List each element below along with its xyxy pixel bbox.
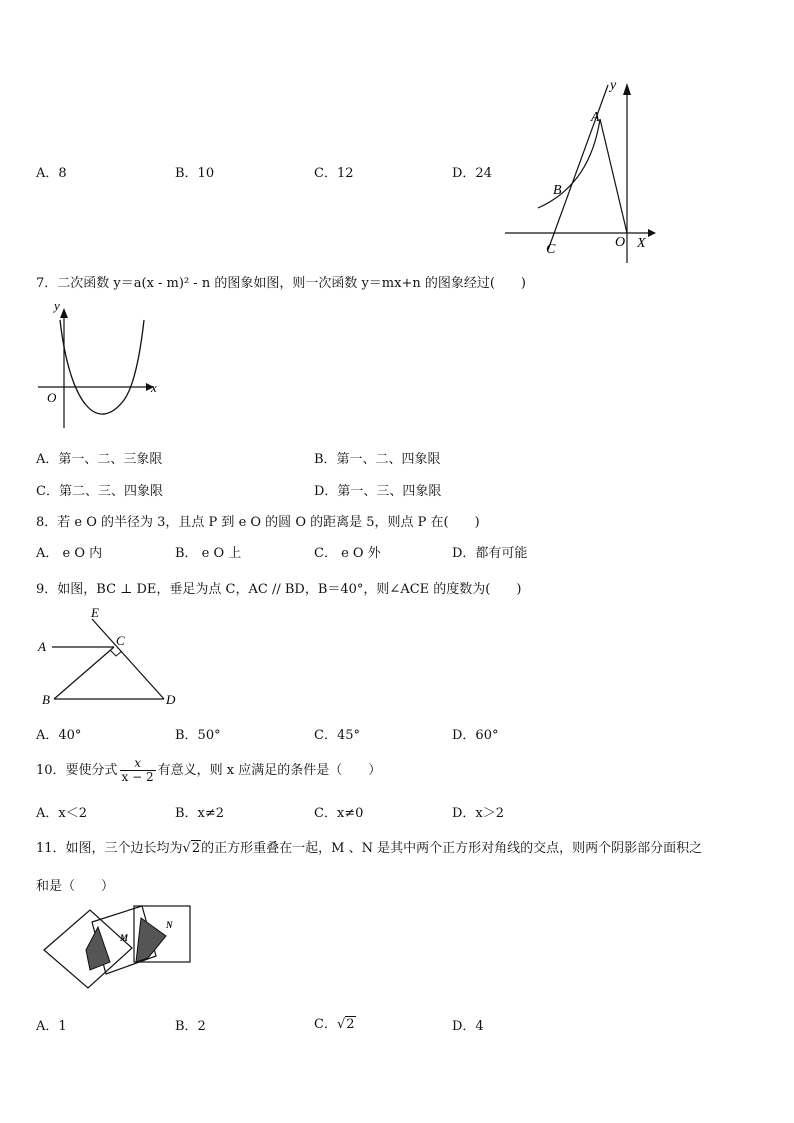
q8-option-c: C． e O 外 xyxy=(314,546,381,561)
q6-label-b: B xyxy=(553,183,562,198)
q9-label-d: D xyxy=(166,692,176,707)
q9-stem: 9．如图，BC ⊥ DE，垂足为点 C，AC // BD，B＝40°，则∠ACE 的度数为( ) xyxy=(36,582,522,597)
q9-label-a: A xyxy=(38,639,46,654)
q11-option-a: A．1 xyxy=(36,1019,67,1034)
q8-option-a: A． e O 内 xyxy=(36,546,103,561)
q11-sqrt: √2 xyxy=(182,841,201,856)
q6-option-b: B．10 xyxy=(175,166,215,181)
q7-option-c: C．第二、三、四象限 xyxy=(36,484,163,499)
q8-option-d: D．都有可能 xyxy=(452,546,528,561)
q9-label-b: B xyxy=(42,692,50,707)
q6-label-o: O xyxy=(615,235,626,250)
q7-option-a: A．第一、二、三象限 xyxy=(36,452,163,467)
q7-option-b: B．第一、二、四象限 xyxy=(314,452,441,467)
q7-figure xyxy=(34,296,164,431)
q6-label-a: A xyxy=(591,110,600,125)
q11-stem xyxy=(36,837,702,856)
q7-label-x: x xyxy=(151,380,157,395)
q6-label-c: C xyxy=(546,242,556,257)
q7-option-d: D．第一、三、四象限 xyxy=(314,484,442,499)
q10-option-a: A．x＜2 xyxy=(36,806,87,821)
q7-label-y: y xyxy=(54,298,60,313)
q11-stem-suffix: 的正方形重叠在一起，M 、N 是其中两个正方形对角线的交点，则两个阴影部分面积之 xyxy=(201,841,703,856)
q10-stem-suffix: 有意义，则 x 应满足的条件是（ ） xyxy=(157,763,382,778)
q9-option-b: B．50° xyxy=(175,728,221,743)
q7-stem: 7．二次函数 y＝a(x - m)² - n 的图象如图，则一次函数 y＝mx+n 的图象经过( ) xyxy=(36,276,527,291)
q8-option-b: B． e O 上 xyxy=(175,546,242,561)
q9-figure xyxy=(34,603,194,708)
q6-option-a: A．8 xyxy=(36,166,67,181)
q10-stem-prefix: 10．要使分式 xyxy=(36,763,118,778)
q11-option-c-sqrt: √2 xyxy=(336,1017,355,1032)
q10-fraction-numerator: x xyxy=(120,757,156,771)
q6-label-y: y xyxy=(610,78,617,93)
q11-label-n: N xyxy=(166,920,173,930)
q10-stem xyxy=(36,757,381,784)
q9-label-c: C xyxy=(116,633,125,648)
q11-label-m: M xyxy=(120,933,129,943)
q10-fraction xyxy=(120,757,156,784)
q10-fraction-denominator: x − 2 xyxy=(121,770,154,784)
q9-option-a: A．40° xyxy=(36,728,82,743)
q6-label-x: X xyxy=(637,236,646,251)
q8-stem: 8．若 e O 的半径为 3，且点 P 到 e O 的圆 O 的距离是 5，则点 P 在( ) xyxy=(36,515,480,530)
q6-figure xyxy=(500,75,660,270)
q10-option-c: C．x≠0 xyxy=(314,806,364,821)
q9-option-c: C．45° xyxy=(314,728,360,743)
q11-option-d: D．4 xyxy=(452,1019,484,1034)
q10-option-b: B．x≠2 xyxy=(175,806,225,821)
q11-stem-prefix: 11．如图，三个边长均为 xyxy=(36,841,183,856)
q9-label-e: E xyxy=(91,605,99,620)
q6-option-c: C．12 xyxy=(314,166,354,181)
q6-option-d: D．24 xyxy=(452,166,492,181)
q11-stem-line2: 和是（ ） xyxy=(36,879,115,894)
q9-option-d: D．60° xyxy=(452,728,499,743)
q11-figure xyxy=(40,900,200,990)
q11-option-c: C．√2 xyxy=(314,1017,355,1032)
q10-option-d: D．x＞2 xyxy=(452,806,505,821)
q7-label-o: O xyxy=(47,390,57,405)
q11-option-b: B．2 xyxy=(175,1019,206,1034)
